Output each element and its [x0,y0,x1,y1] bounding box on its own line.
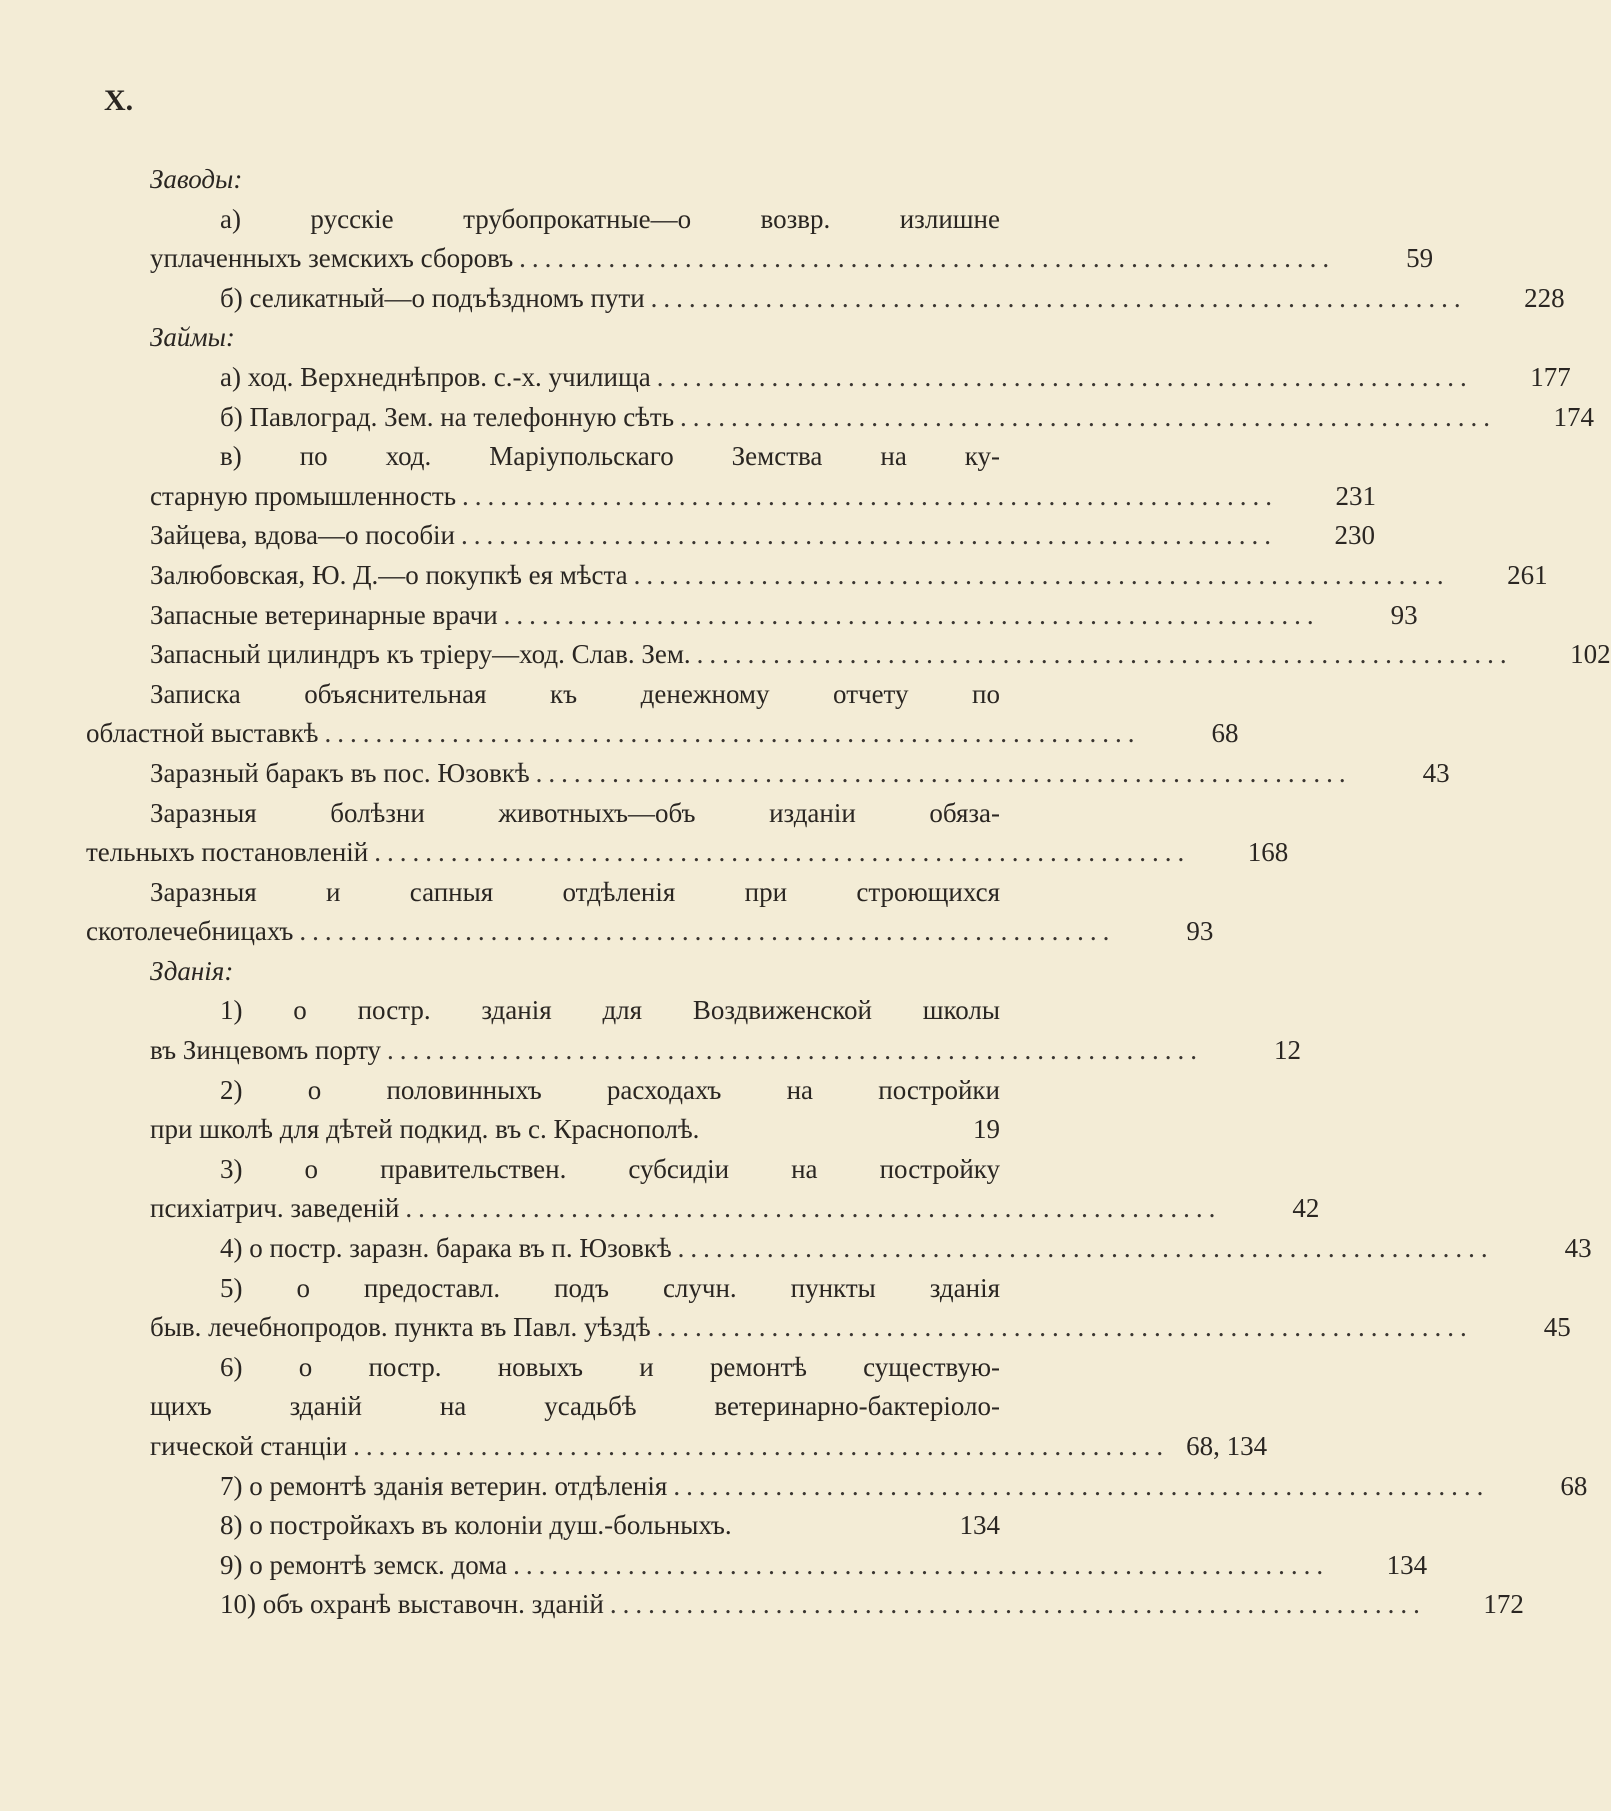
entry-vet-doctors: Запасные ветеринарные врачи ................................................................ 93 [150,596,1000,636]
entry-zdaniya-5-line1: 5) о предоставл. подъ случн. пункты зданія [220,1272,1000,1303]
entry-zdaniya-3: психіатрич. заведеній ................................................................ 42 [150,1189,1000,1229]
entry-zdaniya-6-line1: 6) о постр. новыхъ и ремонтѣ существую- [220,1351,1000,1382]
page-number: X. [104,84,134,117]
entry-zdaniya-6: гической станціи ................................................................ 68, 134 [150,1427,1000,1467]
page-ref: 177 [1530,361,1571,392]
entry-disease-line1: Заразныя болѣзни животныхъ—объ изданіи обяза- [150,797,1000,828]
page-ref: 68, 134 [1186,1431,1268,1461]
page-ref: 93 [1186,916,1214,947]
leader-dots: ................................................................ [673,1470,1490,1501]
page-ref: 45 [1543,1312,1571,1343]
section-heading-zaimy: Займы: [150,322,235,353]
entry-disease: тельныхъ постановленій ................................................................ 168 [86,833,1000,873]
page-ref: 230 [1334,520,1376,551]
leader-dots: ................................................................ [513,1549,1330,1580]
leader-dots: ................................................................ [299,916,1116,947]
entry-zdaniya-2: при школѣ для дѣтей подкид. въ с. Краснополѣ. 19 [150,1110,1000,1150]
entry-zavody-a-line1: а) русскіе трубопрокатные—о возвр. излишне [220,203,1000,234]
leader-dots: ................................................................ [324,718,1141,749]
leader-dots: ................................................................ [461,520,1278,551]
page-ref: 43 [1564,1233,1592,1264]
leader-dots: ................................................................ [656,1312,1473,1343]
entry-zavody-b: б) селикатный—о подъѣздномъ пути ................................................................ 228 [150,279,1000,319]
page-ref: 168 [1247,837,1289,868]
leader-dots: ................................................................ [519,243,1336,274]
entry-zavody-a: уплаченныхъ земскихъ сборовъ ................................................................ 59 [150,239,1000,279]
entry-dept: скотолечебницахъ ................................................................ 93 [86,912,1000,952]
entry-barrack: Заразный баракъ въ пос. Юзовкѣ ................................................................ 43 [150,754,1000,794]
entry-zdaniya-7: 7) о ремонтѣ зданія ветерин. отдѣленія ................................................................ 68 [150,1467,1000,1507]
page-ref: 19 [973,1114,1000,1145]
leader-dots: ................................................................ [650,282,1467,313]
leader-dots: ................................................................ [353,1431,1170,1461]
section-heading-zavody: Заводы: [150,164,243,194]
page-ref: 231 [1335,480,1377,511]
entry-note: областной выставкѣ ................................................................ 68 [86,714,1000,754]
page-ref: 59 [1406,243,1434,274]
leader-dots: ................................................................ [374,837,1191,868]
page-ref: 102 [1570,639,1611,670]
entry-zaimy-a: а) ход. Верхнеднѣпров. с.-х. училища ................................................................ 177 [150,358,1000,398]
entry-zdaniya-8: 8) о постройкахъ въ колоніи душ.-больныхъ. 134 [150,1506,1000,1546]
entry-zdaniya-5: быв. лечебнопродов. пункта въ Павл. уѣздѣ ................................................................ 45 [150,1308,1000,1348]
entry-zdaniya-3-line1: 3) о правительствен. субсидіи на постройку [220,1153,1000,1184]
leader-dots: ................................................................ [696,639,1513,670]
leader-dots: ................................................................ [405,1193,1222,1224]
entry-zaitseva: Зайцева, вдова—о пособіи ................................................................ 230 [150,516,1000,556]
entry-zdaniya-6-line2: щихъ зданій на усадьбѣ ветеринарно-бактеріоло- [150,1391,1000,1422]
entry-zaimy-b: б) Павлоград. Зем. на телефонную сѣть ................................................................ 174 [150,398,1000,438]
entry-dept-line1: Заразныя и сапныя отдѣленія при строющихся [150,876,1000,907]
section-heading-zdaniya: Зданія: [150,955,234,986]
index-content [86,160,1611,1625]
leader-dots: ................................................................ [535,757,1352,788]
page-ref: 68 [1211,718,1239,749]
entry-zdaniya-1-line1: 1) о постр. зданія для Воздвиженской школы [220,995,1000,1026]
page-ref: 134 [1386,1549,1428,1580]
page-ref: 261 [1507,559,1548,590]
entry-zaimy-v: старную промышленность ................................................................ 231 [150,477,1000,517]
page-ref: 134 [959,1510,1000,1541]
entry-zdaniya-10: 10) объ охранѣ выставочн. зданій ................................................................ 172 [150,1585,1000,1625]
leader-dots: ................................................................ [387,1035,1204,1066]
page-ref: 68 [1560,1470,1588,1501]
page-ref: 93 [1390,599,1418,630]
page-ref: 42 [1292,1193,1320,1224]
entry-zdaniya-9: 9) о ремонтѣ земск. дома ................................................................ 134 [150,1546,1000,1586]
leader-dots: ................................................................ [677,1233,1494,1264]
page-ref: 228 [1524,282,1565,313]
page-ref: 174 [1553,401,1595,432]
page-ref: 43 [1422,757,1450,788]
leader-dots: ................................................................ [462,480,1279,511]
entry-zdaniya-2-line1: 2) о половинныхъ расходахъ на постройки [220,1074,1000,1105]
entry-zalyubovskaya: Залюбовская, Ю. Д.—о покупкѣ ея мѣста ................................................................ 261 [150,556,1000,596]
entry-zdaniya-4: 4) о постр. заразн. барака въ п. Юзовкѣ ................................................................ 43 [150,1229,1000,1269]
leader-dots: ................................................................ [633,559,1450,590]
entry-zdaniya-1: въ Зинцевомъ порту ................................................................ 12 [150,1031,1000,1071]
leader-dots: ................................................................ [680,401,1497,432]
leader-dots: ................................................................ [656,361,1473,392]
entry-zaimy-v-line1: в) по ход. Маріупольскаго Земства на ку- [220,441,1000,472]
leader-dots: ................................................................ [503,599,1320,630]
page-ref: 12 [1274,1035,1302,1066]
entry-note-line1: Записка объяснительная къ денежному отчету по [150,678,1000,709]
leader-dots: ................................................................ [609,1589,1426,1620]
page-ref: 172 [1483,1589,1524,1620]
entry-cylinder: Запасный цилиндръ къ тріеру—ход. Слав. Зем. ................................................................ 102 [150,635,1000,675]
